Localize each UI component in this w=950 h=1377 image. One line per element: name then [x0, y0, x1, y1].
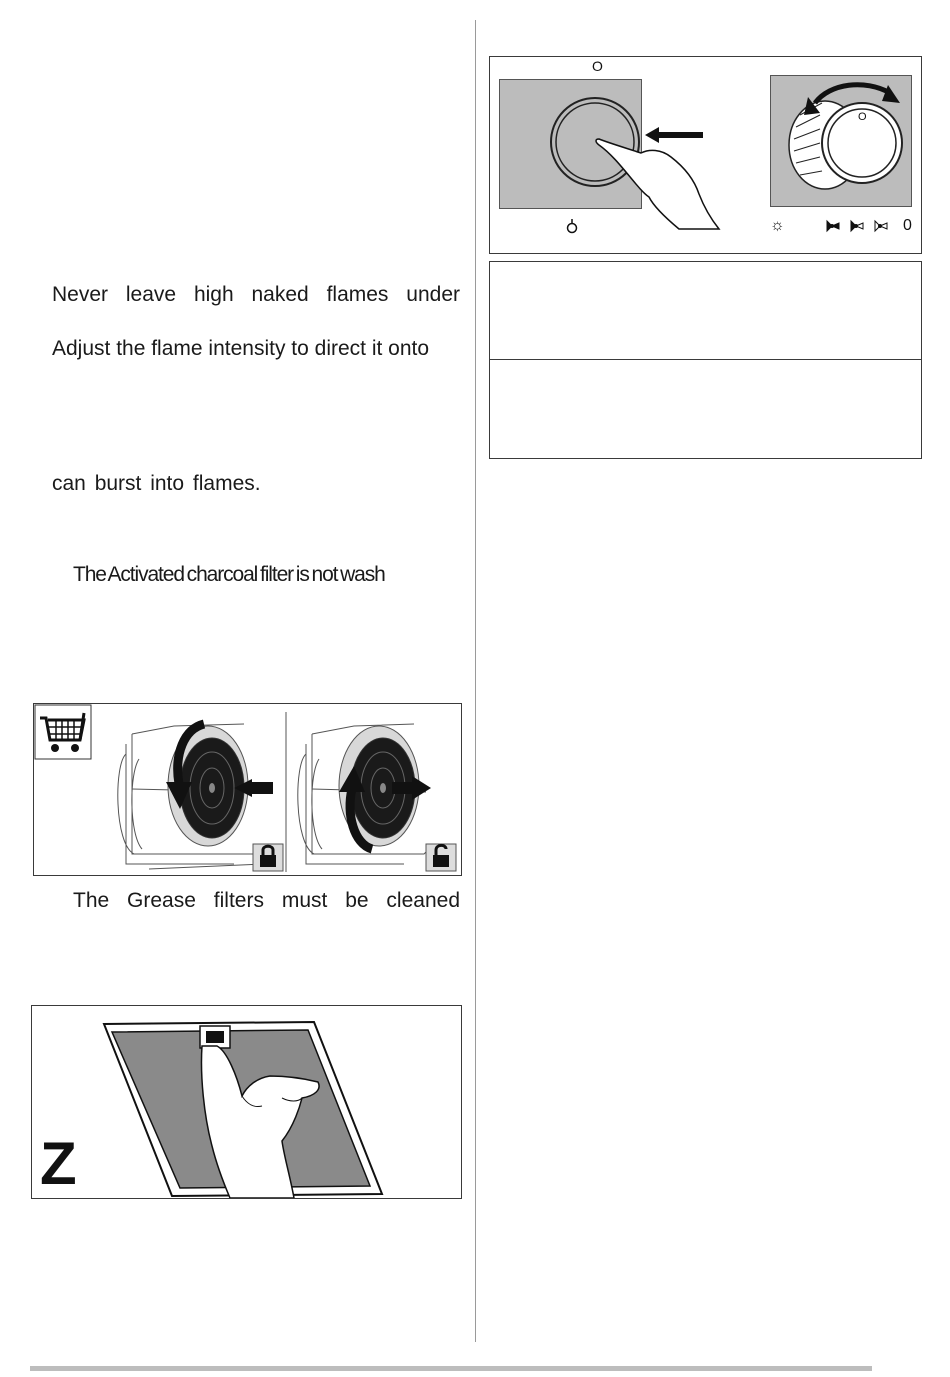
paragraph-charcoal-filter: The Activated charcoal filter is not wash: [73, 563, 385, 586]
charcoal-filter-figure: [33, 703, 462, 876]
fan-speed-icons: [823, 217, 893, 235]
empty-box-2: [489, 359, 922, 459]
paragraph-flame-intensity: Adjust the flame intensity to direct it onto: [52, 337, 430, 360]
paragraph-grease-filters: The Grease filters must be cleaned: [73, 889, 460, 912]
push-knob-drawing: [499, 79, 739, 239]
grease-filter-drawing: [32, 1006, 461, 1198]
controls-figure: [489, 56, 922, 254]
light-symbol: ☼: [770, 217, 785, 234]
rotary-knob-drawing: [770, 75, 910, 205]
fan-speed-zero: 0: [903, 217, 912, 234]
paragraph-burst-flames: can burst into flames.: [52, 472, 261, 495]
paragraph-flames-warning: Never leave high naked flames under: [52, 283, 460, 306]
svg-text:O: O: [858, 111, 867, 123]
empty-box-1: [489, 261, 922, 361]
figure-letter-z: Z: [40, 1130, 77, 1197]
filter-figure-drawing: [34, 704, 461, 875]
power-indicator-icon: [565, 217, 579, 235]
knob-o-marking: O: [592, 58, 603, 74]
grease-filter-figure: [31, 1005, 462, 1199]
column-divider: [475, 20, 476, 1342]
footer-rule: [30, 1366, 872, 1371]
shopping-cart-icon: [38, 708, 88, 756]
